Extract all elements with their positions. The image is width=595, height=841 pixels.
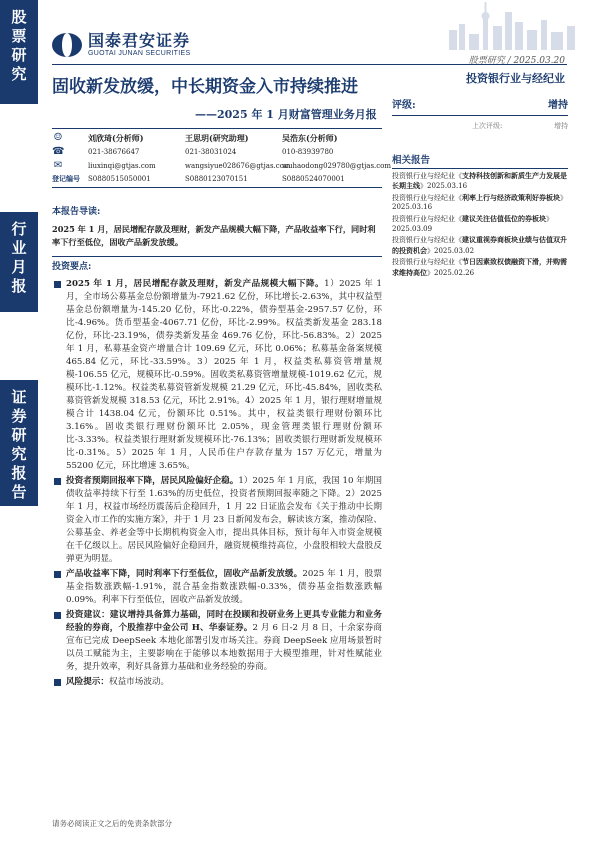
key-point [52,568,382,607]
band-char: 究 [11,65,27,83]
rating-label: 评级: [392,100,416,111]
key-point-lead: 投资者预期回报率下降，居民风险偏好企稳。 [66,476,239,486]
sector-label: 投资银行业与经纪业 [466,72,565,85]
band-char: 报 [11,277,27,295]
related-divider [392,168,568,169]
analyst-name: 王思玥(研究助理) [185,132,249,143]
key-point-lead: 风险提示： [66,677,109,687]
analyst-registration: S0880524070001 [282,175,345,183]
prev-rating-value: 增持 [554,122,568,130]
logo-icon [52,33,82,57]
related-date: 》2025.03.16 [420,182,468,191]
report-title: 固收新发放缓，中长期资金入市持续推进 [52,77,358,97]
analyst-phone: 021-38031024 [185,148,237,156]
key-point [52,278,382,473]
key-point-lead: 2025 年 1 月，居民增配存款及理财，新发产品规模大幅下降。 [66,279,325,289]
key-point-text: 2 月 6 日-2 月 8 日，十余家券商宣布已完成 DeepSeek 本地化部署引发市场关注。券商 DeepSeek 应用场景暂时以员工赋能为主，主要影响在于能够以本地数据用于大模型推理，针对性赋能业务，提升效率，利好具备算力基础和业务经验的券商。 [66,623,382,672]
header-divider [52,64,567,65]
logo-name-en: GUOTAI JUNAN SECURITIES [88,50,191,57]
report-subtitle: ——2025 年 1 月财富管理业务月报 [195,108,377,121]
analyst-divider [52,187,382,188]
band-char: 业 [11,239,27,257]
section-divider [52,256,382,257]
related-prefix: 投资银行业与经纪业《 [392,258,462,267]
report-type-date: 股票研究 / 2025.03.20 [468,56,565,66]
disclaimer-footer: 请务必阅读正文之后的免责条款部分 [52,819,172,828]
key-point-text: 1）2025 年 1 月，全市场公募基金总份额增量为-7921.62 亿份，环比增长-2.63%，其中权益型基金总份额增量为-145.20 亿份，环比-0.22%，债券型基金-2957.57 亿份，环比-4.96%。货币型基金-4067.71 亿份，环比-2.99%。权益类新发基金 283.18 亿份，环比-23.19%，债券类新发基金 469.76 亿份，环比-56.83%。2）2025 年 1 月，私募基金资产增量合计 109.69 亿元，环比 0.06%；私募基金备案规模 465.84 亿元，环比-33.59%。3）2025 年 1 月，权益类私募资管增量规模-106.55 亿元，规模环比-0.59%。固收类私募资管增量规模-1019.62 亿元，规模环比-1.12%。权益类私募资管新发规模 21.29 亿元，环比-45.84%，固收类私募资管新发规模 318.53 亿元，环比 2.91%。4）2025 年 1 月，银行理财增量规模合计 1438.04 亿元，份额环比 0.51%。其中，权益类银行理财份额环比 3.16%。固收类银行理财份额环比 2.05%，现金管理类银行理财份额环比-3.33%。权益类银行理财新发规模环比-76.13%；固收类银行理财新发规模环比-0.31%。5）2025 年 1 月，人民币住户存款存量为 157 万亿元，增量为 55200 亿元，环比增速 3.65%。 [66,279,382,471]
rating-value: 增持 [548,100,568,111]
band-char: 券 [11,407,27,425]
analyst-registration: S0880515050001 [88,175,151,183]
phone-icon: ☎ [52,146,65,157]
analyst-name: 吴浩东(分析师) [282,132,338,143]
analyst-phone: 021-38676647 [88,148,140,156]
analyst-email[interactable]: wuhaodong029780@gtjas.com [282,162,392,170]
band-char: 报 [11,464,27,482]
analyst-email[interactable]: liuxinqi@gtjas.com [88,162,156,170]
band-char: 票 [11,27,27,45]
company-logo [52,32,190,57]
left-band-stock-research [0,0,38,104]
key-point-lead: 产品收益率下降，同时利率下行至低位，固收产品新发放缓。 [66,569,303,579]
key-point-text: 1）2025 年 1 月底，我国 10 年期国债收益率持续下行至 1.63%的历史低位，投资者预期回报率随之下降。2）2025 年 1 月，权益市场经历震荡后企稳回升，1 月 22 日证监会发布《关于推动中长期资金入市工作的实施方案》，并于 1 月 23 日新闻发布会，解读该方案，推动保险、公募基金、养老金等中长期机构资金入市，提出具体目标，预计每年入市资金规模在千亿级以上。居民风险偏好企稳回升，融资规模维持高位，小盘股相较大盘股反弹更为明显。 [66,476,382,564]
related-report-title: 建议重视券商板块业绩与估值双升的投资机会 [392,235,567,255]
key-point-text: 2025 年 1 月，股票基金指数涨跌幅-1.91%，混合基金指数涨跌幅-0.33%，债券基金指数涨跌幅 0.09%。利率下行至低位，固收产品新发放缓。 [66,569,382,605]
band-char: 研 [11,46,27,64]
logo-name-cn: 国泰君安证券 [88,31,191,50]
band-char: 证 [11,388,27,406]
band-char: 行 [11,220,27,238]
band-char: 告 [11,483,27,501]
related-reports [392,156,568,280]
related-prefix: 投资银行业与经纪业《 [392,214,462,223]
rating-divider [392,115,568,116]
related-date: 》2025.03.09 [392,214,553,233]
related-reports-title: 相关报告 [392,155,431,166]
analyst-table [52,128,392,188]
related-report-item[interactable] [392,193,568,213]
related-report-item[interactable] [392,257,568,278]
report-body [52,206,382,691]
prev-rating-label: 上次评级: [472,122,503,130]
related-date: 》2025.02.26 [427,268,475,277]
email-icon: ✉ [53,160,63,171]
related-report-title: 节日因素致权债融资下滑，并购需求维持高位 [392,257,567,277]
band-char: 究 [11,445,27,463]
key-points-heading: 投资要点: [52,262,92,272]
left-band-industry-monthly [0,212,38,312]
related-prefix: 投资银行业与经纪业《 [392,193,462,202]
analyst-registration: S0880123070151 [185,175,248,183]
related-prefix: 投资银行业与经纪业《 [392,171,462,180]
related-report-item[interactable] [392,235,568,256]
related-date: 》2025.03.02 [427,246,475,255]
band-char: 月 [11,258,27,276]
left-band-securities-report [0,380,38,506]
analyst-name: 刘欣琦(分析师) [88,132,144,143]
key-point [52,475,382,566]
rating-box [392,96,568,131]
guide-heading: 本报告导读: [52,207,101,217]
related-report-title: 利率上行与经济政策利好券板块 [462,192,560,202]
related-date: 》2025.03.16 [392,193,567,212]
person-icon: ☺ [53,132,63,143]
band-char: 股 [11,8,27,26]
key-point [52,609,382,674]
band-char: 研 [11,426,27,444]
key-point-text: 权益市场波动。 [108,677,170,687]
analyst-divider [52,128,382,129]
related-prefix: 投资银行业与经纪业《 [392,236,462,245]
related-report-title: 建议关注估值低位的券板块 [462,213,546,223]
city-skyline-icon [439,0,589,50]
registration-label: 登记编号 [52,174,80,183]
analyst-phone: 010-83939780 [282,148,334,156]
related-report-item[interactable] [392,171,568,192]
key-point [52,676,382,689]
related-report-title: 支持科技创新和新质生产力发展是长期主线 [392,170,567,191]
guide-text: 2025 年 1 月，居民增配存款及理财，新发产品规模大幅下降，产品收益率下行，同时利率下行至低位，固收产品新发放缓。 [52,224,376,247]
analyst-email[interactable]: wangsiyue028676@gtjas.com [185,162,291,170]
key-point-lead: 投资建议：建议增持具备算力基础，同时在投顾和投研业务上更具专业能力和业务经验的券商，个股推荐中金公司 H、华泰证券。 [66,610,382,633]
related-report-item[interactable] [392,214,568,234]
